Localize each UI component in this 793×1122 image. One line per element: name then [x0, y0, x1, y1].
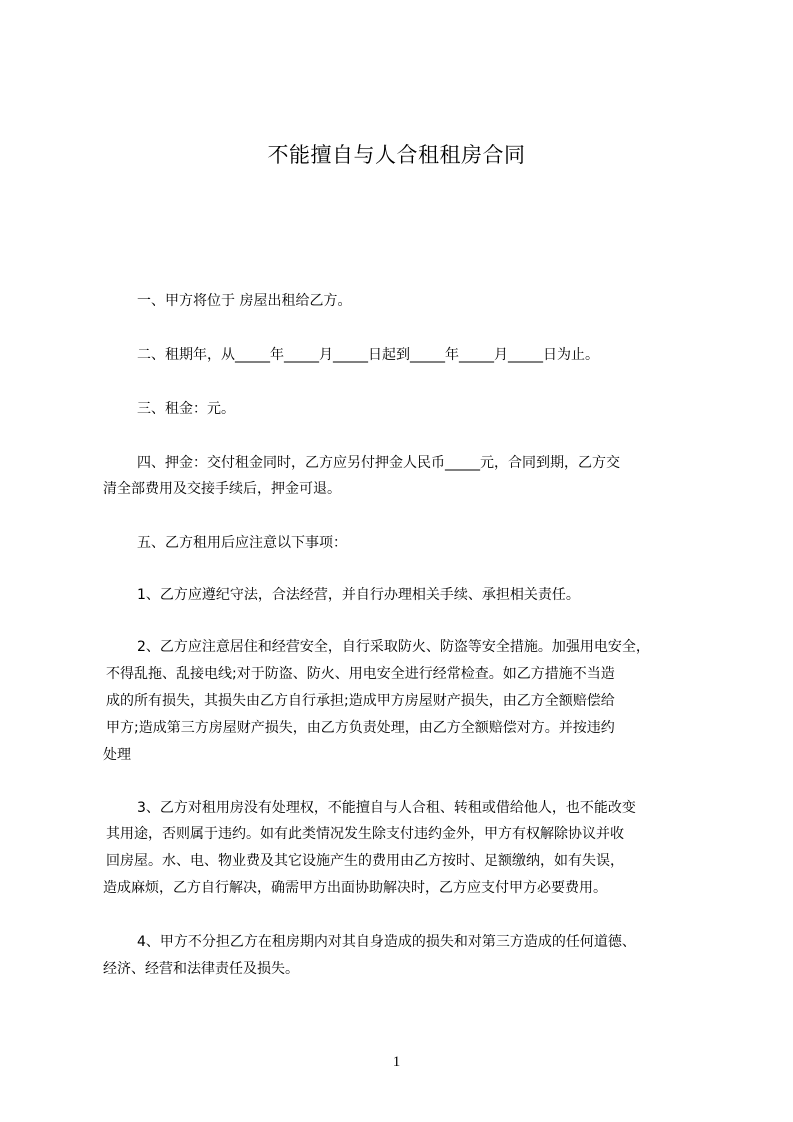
item-3-line-1: 3、乙方对租用房没有处理权，不能擅自与人合租、转租或借给他人，也不能改变 [137, 800, 636, 816]
item-2-line-3: 成的所有损失，其损失由乙方自行承担;造成甲方房屋财产损失，由乙方全额赔偿给 [106, 693, 615, 709]
item-2-line-1: 2、乙方应注意居住和经营安全，自行采取防火、防盗等安全措施。加强用电安全， [137, 639, 650, 655]
item-1-line-1: 1、乙方应遵纪守法，合法经营，并自行办理相关手续、承担相关责任。 [137, 587, 580, 603]
clause-4-line-1: 四、押金：交付租金同时，乙方应另付押金人民币_____元，合同到期，乙方交 [137, 455, 620, 471]
item-2-line-4: 甲方;造成第三方房屋财产损失，由乙方负责处理，由乙方全额赔偿对方。并按违约 [106, 720, 615, 736]
clause-2-line-1: 二、租期年，从_____年_____月_____日起到_____年_____月_____日为止。 [137, 347, 599, 363]
item-4-line-1: 4、甲方不分担乙方在租房期内对其自身造成的损失和对第三方造成的任何道德、 [137, 934, 636, 950]
item-3-line-3: 回房屋。水、电、物业费及其它设施产生的费用由乙方按时、足额缴纳，如有失误， [106, 853, 624, 869]
clause-3-line-1: 三、租金：元。 [137, 401, 235, 417]
clause-5-line-1: 五、乙方租用后应注意以下事项： [137, 535, 347, 551]
item-3-line-4: 造成麻烦，乙方自行解决，确需甲方出面协助解决时，乙方应支付甲方必要费用。 [103, 880, 607, 896]
clause-1-line-1: 一、甲方将位于 房屋出租给乙方。 [137, 293, 352, 309]
item-3-line-2: 其用途，否则属于违约。如有此类情况发生除支付违约金外，甲方有权解除协议并收 [106, 826, 624, 842]
clause-4-line-2: 清全部费用及交接手续后，押金可退。 [103, 481, 341, 497]
item-2-line-5: 处理 [103, 747, 131, 763]
item-2-line-2: 不得乱拖、乱接电线;对于防盗、防火、用电安全进行经常检查。如乙方措施不当造 [106, 666, 615, 682]
document-title: 不能擅自与人合租租房合同 [267, 143, 526, 167]
page-number: 1 [392, 1054, 401, 1070]
item-4-line-2: 经济、经营和法律责任及损失。 [103, 961, 299, 977]
